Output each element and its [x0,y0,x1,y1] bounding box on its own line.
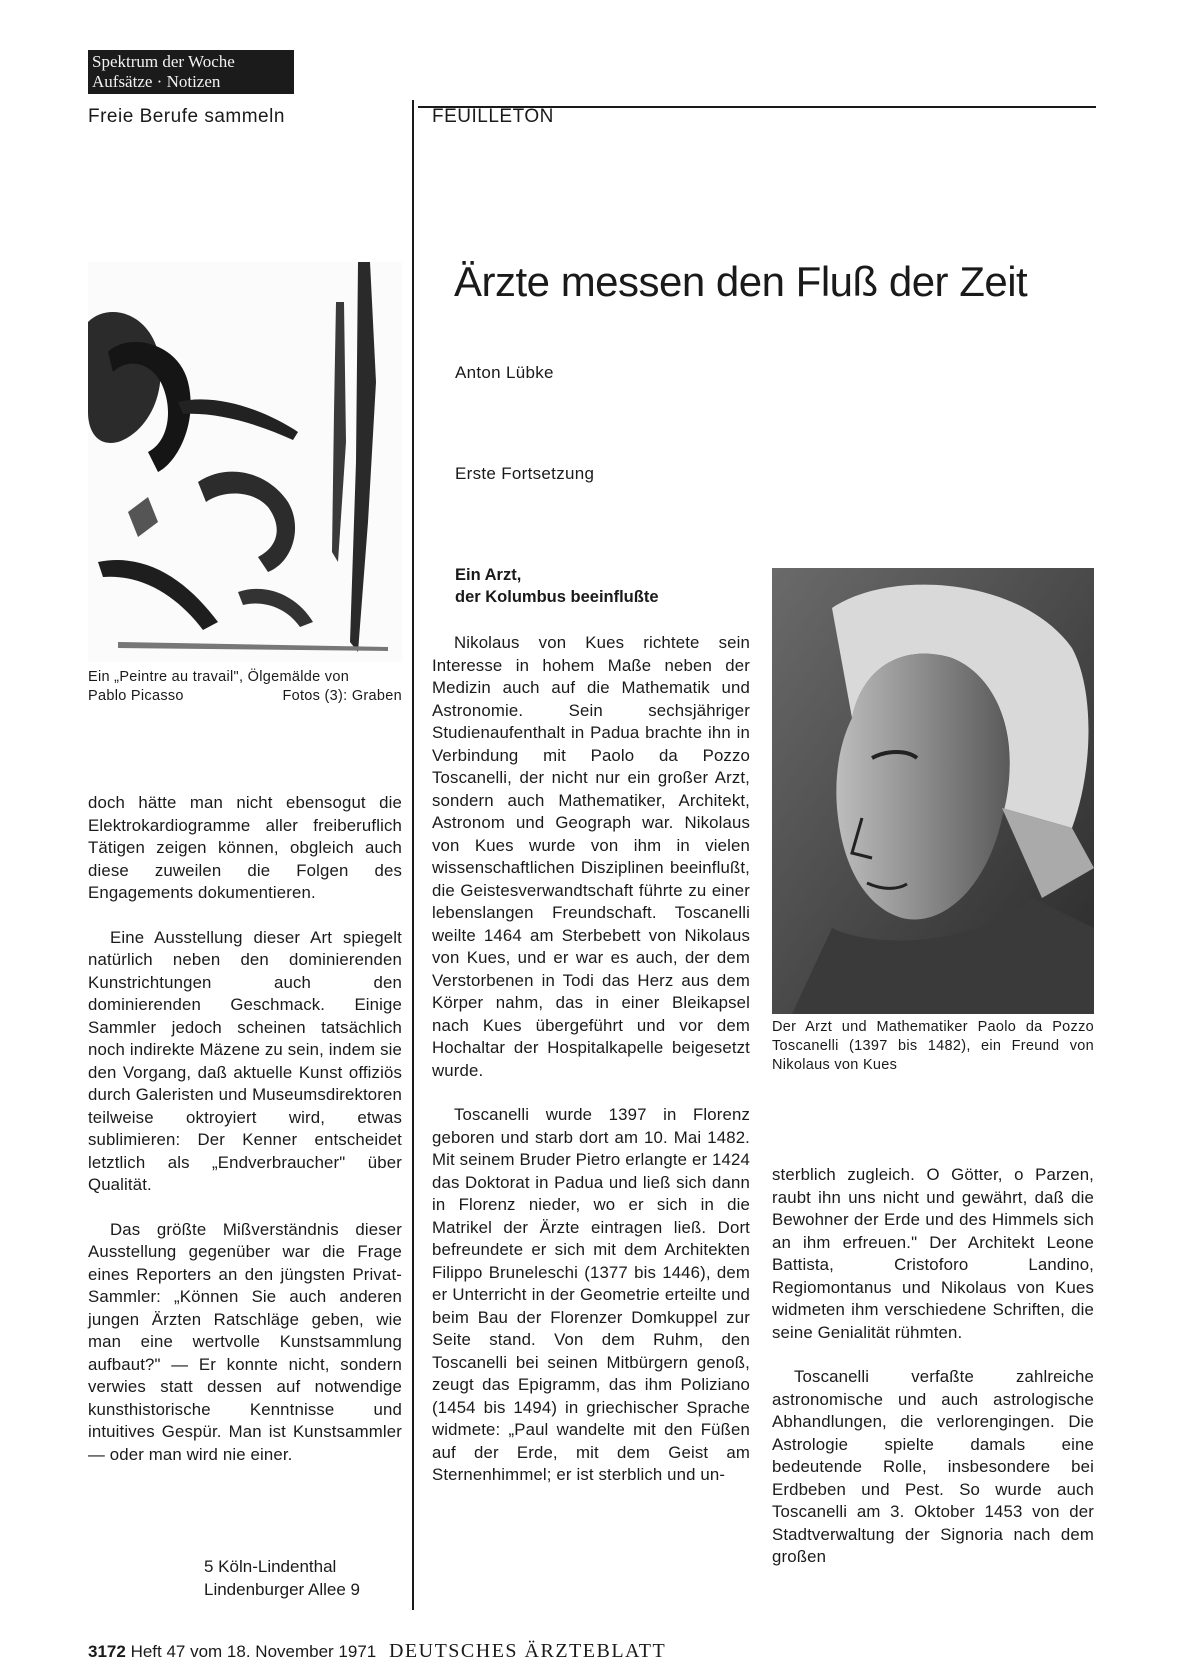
right-column [772,1164,1094,1591]
section-badge-line1: Spektrum der Woche [92,52,235,71]
installment-label: Erste Fortsetzung [455,464,595,483]
picasso-caption-line1: Ein „Peintre au travail", Ölgemälde von [88,669,350,685]
address-line: Lindenburger Allee 9 [204,1580,360,1599]
picasso-caption [88,668,402,706]
left-column [88,792,402,1488]
left-paragraph: Das größte Mißverständnis dieser Ausstellung gegenüber war die Frage eines Reporters an den jüngsten Privat-Sammler: „Können Sie auch anderen jungen Ärzten Ratschläge geben, wie man eine wertvolle Kunstsammlung aufbaut?" — Er konnte nicht, sondern verwies statt dessen auf notwendige kunsthistorische Kenntnisse und intuitives Gespür. Man ist Kunstsammler — oder man wird nie einer. [88,1219,402,1464]
section-subhead [455,564,659,608]
subhead-line: Ein Arzt, [455,566,522,584]
right-paragraph: Toscanelli verfaßte zahlreiche astronomische und auch astrologische Abhandlungen, die verlorengingen. Die Astrologie spielte damals eine bedeutende Rolle, insbesondere bei Erdbeben und Pest. So wurde auch Toscanelli am 3. Oktober 1453 von der Stadtverwaltung der Signoria nach dem großen [772,1367,1094,1566]
address-line: 5 Köln-Lindenthal [204,1557,337,1576]
right-paragraph: sterblich zugleich. O Götter, o Parzen, raubt ihn uns nicht und gewährt, daß die Bewohner der Erde und des Himmels sich an ihm erfreuen." Der Architekt Leone Battista, Cristoforo Landino, Regiomontanus und Nikolaus von Kues widmeten ihm verschiedene Schriften, die seine Genialität rühmten. [772,1165,1094,1342]
toscanelli-caption: Der Arzt und Mathematiker Paolo da Pozzo Toscanelli (1397 bis 1482), ein Freund von Nikolaus von Kues [772,1019,1094,1073]
section-badge [88,50,294,94]
left-paragraph: doch hätte man nicht ebensogut die Elektrokardiogramme aller freiberuflich Tätigen zeigen können, obgleich auch diese zuweilen die Folgen des Engagements dokumentieren. [88,793,402,902]
section-badge-line2: Aufsätze · Notizen [92,72,221,91]
author-address [204,1555,360,1601]
issue-info: Heft 47 vom 18. November 1971 [130,1642,377,1661]
toscanelli-portrait-photo [772,568,1094,1014]
page-number: 3172 [88,1642,126,1661]
page-footer [88,1640,666,1663]
middle-paragraph: Nikolaus von Kues richtete sein Interesse in hohem Maße neben der Medizin auch auf die Mathematik und Astronomie. Sein sechsjähriger Studienaufenthalt in Padua brachte ihn in Verbindung mit Paolo da Pozzo Toscanelli, der nicht nur ein großer Arzt, sondern auch Mathematiker, Architekt, Astronom und Geograph war. Nikolaus von Kues wurde von ihm in vielen wissenschaftlichen Disziplinen beeinflußt, die Geistesverwandtschaft führte zu einer lebenslangen Freundschaft. Toscanelli weilte 1464 am Sterbebett von Nikolaus von Kues, und er war es auch, der dem Verstorbenen in Todi das Herz aus dem Körper nahm, das in einer Bleikapsel nach Kues übergeführt und vor dem Hochaltar der Hospitalkapelle beigesetzt wurde. [432,633,750,1080]
left-kicker: Freie Berufe sammeln [88,106,285,127]
photo-credit: Fotos (3): Graben [282,688,402,704]
picasso-caption-artist: Pablo Picasso [88,688,184,704]
picasso-painting-photo [88,262,402,662]
author-byline: Anton Lübke [455,363,554,382]
publication-name: DEUTSCHES ÄRZTEBLATT [388,1640,667,1662]
subhead-line: der Kolumbus beeinflußte [455,588,659,606]
middle-paragraph: Toscanelli wurde 1397 in Florenz geboren und starb dort am 10. Mai 1482. Mit seinem Bruder Pietro erlangte er 1424 das Doktorat in Padua und ließ sich dann in Florenz nieder, wo er sich in die Matrikel der Ärzte eintragen ließ. Dort befreundete er sich mit dem Architekten Filippo Bruneleschi (1377 bis 1446), dem er Unterricht in der Geometrie erteilte und beim Bau der Florenzer Domkuppel zur Seite stand. Von dem Ruhm, den Toscanelli bei seinen Mitbürgern genoß, zeugt das Epigramm, das ihm Poliziano (1454 bis 1494) in griechischer Sprache widmete: „Paul wandelte mit den Füßen auf der Erde, mit dem Geist am Sternenhimmel; er ist sterblich und un- [432,1105,750,1484]
page-title: Ärzte messen den Fluß der Zeit [454,258,1028,305]
left-paragraph: Eine Ausstellung dieser Art spiegelt natürlich neben den dominierenden Kunstrichtungen auch den dominierenden Geschmack. Einige Sammler jedoch scheinen tatsächlich noch indirekte Mäzene zu sein, indem sie den Vorgang, daß aktuelle Kunst offiziös durch Galeristen und Museumsdirektoren teilweise oktroyiert wird, etwas sublimieren: Der Kenner entscheidet letztlich als „Endverbraucher" über Qualität. [88,927,402,1194]
middle-column [432,632,750,1509]
column-divider [412,100,414,1610]
section-kicker: FEUILLETON [432,106,554,127]
